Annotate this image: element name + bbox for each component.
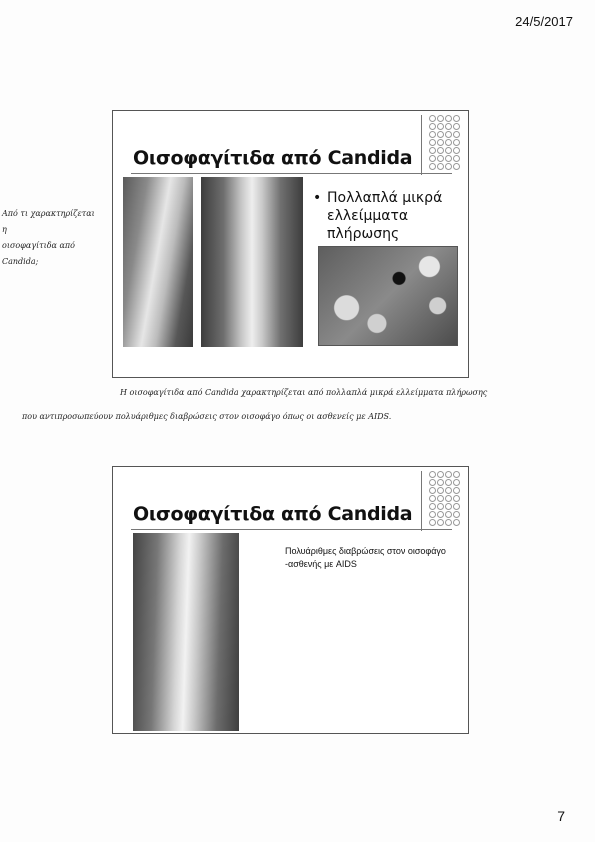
handwritten-margin-note xyxy=(2,206,95,270)
slide-title: Οισοφαγίτιδα από Candida xyxy=(133,147,413,169)
decor-dot-grid xyxy=(429,115,463,170)
decor-dot-grid xyxy=(429,471,463,526)
handwritten-line: οισοφαγίτιδα από xyxy=(2,241,75,250)
handwritten-line: Από τι χαρακτηρίζεται xyxy=(2,209,95,218)
handwritten-note-line-1: Η οισοφαγίτιδα από Candida χαρακτηρίζεται από πολλαπλά μικρά ελλείμματα πλήρωσης xyxy=(120,388,488,397)
handwritten-line: Candida; xyxy=(2,257,39,266)
decor-divider xyxy=(421,471,422,531)
endoscopy-image xyxy=(318,246,458,346)
slide-1 xyxy=(112,110,469,378)
decor-divider xyxy=(421,115,422,175)
handwritten-line: η xyxy=(2,225,7,234)
page-date: 24/5/2017 xyxy=(515,14,573,29)
bullet-text: Πολλαπλά μικρά ελλείμματα πλήρωσης xyxy=(327,190,443,242)
slide-caption: Πολυάριθμες διαβρώσεις στον οισοφάγο -ασθενής με AIDS xyxy=(285,546,446,569)
xray-image xyxy=(201,177,303,347)
slide-2 xyxy=(112,466,469,734)
bullet-point xyxy=(313,189,463,243)
handwritten-note-line-2: που αντιπροσωπεύουν πολυάριθμες διαβρώσεις στον οισοφάγο όπως οι ασθενείς με AIDS. xyxy=(22,412,392,421)
slide-title: Οισοφαγίτιδα από Candida xyxy=(133,503,413,525)
page-number: 7 xyxy=(557,808,565,824)
bullet-icon: • xyxy=(313,190,322,206)
xray-image xyxy=(133,533,239,731)
xray-image xyxy=(123,177,193,347)
title-underline xyxy=(131,529,452,530)
title-underline xyxy=(131,173,452,174)
